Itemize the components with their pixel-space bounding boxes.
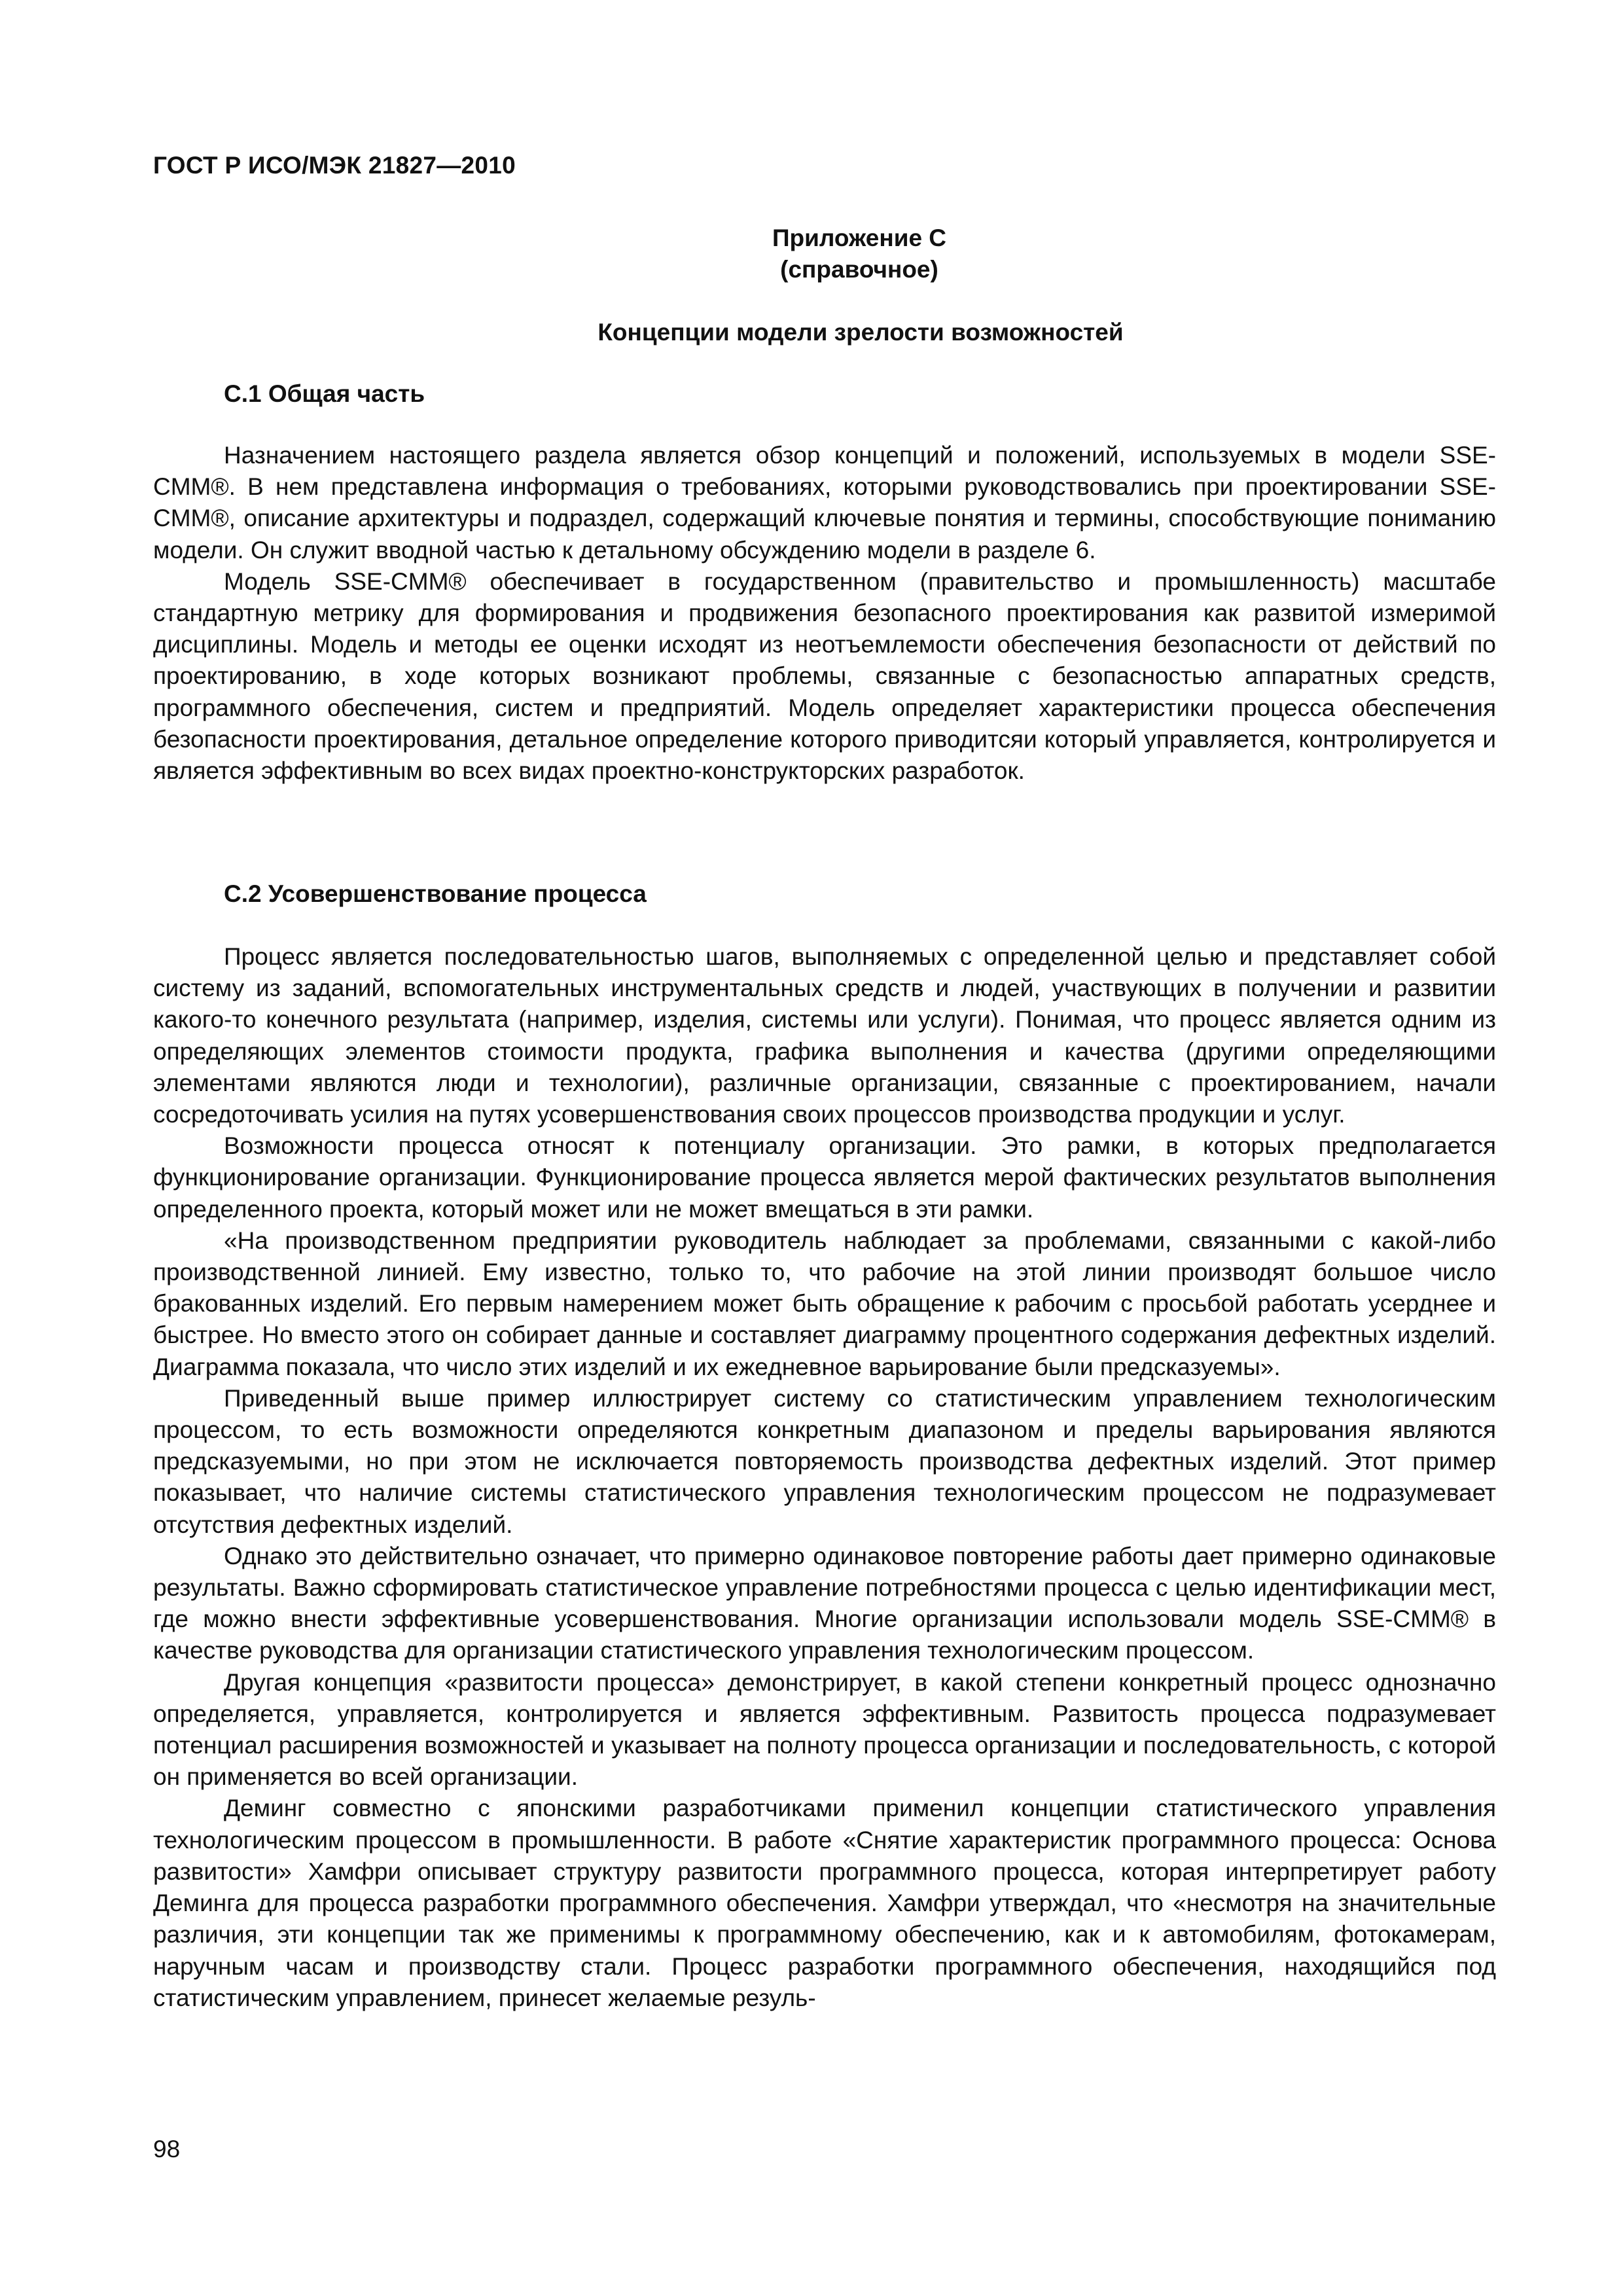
section-heading-c1: С.1 Общая часть: [224, 380, 425, 407]
page-number: 98: [153, 2136, 181, 2162]
appendix-title: Концепции модели зрелости возможностей: [597, 319, 1124, 346]
appendix-label: Приложение С: [772, 224, 947, 251]
appendix-kind: (справочное): [780, 256, 938, 283]
paragraph: Другая концепция «развитости процесса» демонстрирует, в какой степени конкретный процесс однозначно определяется, управляется, контролируется и является эффективным. Развитость процесса подразумевает потенциал расширения возможностей и указывает на полноту процесса организации и последовательность, с которой он применяется во всей организации.: [153, 1668, 1496, 1791]
paragraph: Приведенный выше пример иллюстрирует систему со статистическим управлением технологическим процессом, то есть возможности определяются конкретным диапазоном и пределы варьирования являются предсказуемыми, но при этом не исключается повторяемость производства дефектных изделий. Этот пример показывает, что наличие системы статистического управления технологическим процессом не подразумевает отсутствия дефектных изделий.: [153, 1384, 1496, 1538]
paragraph: Деминг совместно с японскими разработчиками применил концепции статистического управления технологическим процессом в промышленности. В работе «Снятие характеристик программного процесса: Основа развитости» Хамфри описывает структуру развитости программного процесса, которая интерпретирует работу Деминга для процесса разработки программного обеспечения. Хамфри утверждал, что «несмотря на значительные различия, эти концепции так же применимы к программному обеспечению, как и к автомобилям, фотокамерам, наручным часам и производству стали. Процесс разработки программного обеспечения, находящийся под статистическим управлением, принесет желаемые резуль-: [153, 1795, 1496, 2011]
appendix-heading: [0, 223, 1623, 285]
standard-header: ГОСТ Р ИСО/МЭК 21827—2010: [153, 152, 516, 179]
paragraph: Назначением настоящего раздела является обзор концепций и положений, используемых в модели SSE-CMM®. В нем представлена информация о требованиях, которыми руководствовались при проектировании SSE-CMM®, описание архитектуры и подраздел, содержащий ключевые понятия и термины, способствующие пониманию модели. Он служит вводной частью к детальному обсуждению модели в разделе 6.: [153, 442, 1496, 564]
paragraph: Процесс является последовательностью шагов, выполняемых с определенной целью и представляет собой систему из заданий, вспомогательных инструментальных средств и людей, участвующих в получении и развитии какого-то конечного результата (например, изделия, системы или услуги). Понимая, что процесс является одним из определяющих элементов стоимости продукта, графика выполнения и качества (другими определяющими элементами являются люди и технологии), различные организации, связанные с проектированием, начали сосредоточивать усилия на путях усовершенствования своих процессов производства продукции и услуг.: [153, 943, 1496, 1128]
paragraph: «На производственном предприятии руководитель наблюдает за проблемами, связанными с какой-либо производственной линией. Ему известно, только то, что рабочие на этой линии производят большое число бракованных изделий. Его первым намерением может быть обращение к рабочим с просьбой работать усерднее и быстрее. Но вместо этого он собирает данные и составляет диаграмму процентного содержания дефектных изделий. Диаграмма показала, что число этих изделий и их ежедневное варьирование были предсказуемы».: [153, 1227, 1496, 1380]
paragraph: Однако это действительно означает, что примерно одинаковое повторение работы дает примерно одинаковые результаты. Важно сформировать статистическое управление потребностями процесса с целью идентификации мест, где можно внести эффективные усовершенствования. Многие организации использовали модель SSE-CMM® в качестве руководства для организации статистического управления технологическим процессом.: [153, 1542, 1496, 1664]
paragraph: Возможности процесса относят к потенциалу организации. Это рамки, в которых предполагается функционирование организации. Функционирование процесса является мерой фактических результатов выполнения определенного проекта, который может или не может вмещаться в эти рамки.: [153, 1132, 1496, 1223]
section-c2-body: [153, 941, 1496, 2014]
section-c1-body: [153, 440, 1496, 787]
section-heading-c2: С.2 Усовершенствование процесса: [224, 880, 647, 907]
paragraph: Модель SSE-CMM® обеспечивает в государственном (правительство и промышленность) масштабе стандартную метрику для формирования и продвижения безопасного проектирования как развитой измеримой дисциплины. Модель и методы ее оценки исходят из неотъемлемости обеспечения безопасности от действий по проектированию, в ходе которых возникают проблемы, связанные с безопасностью аппаратных средств, программного обеспечения, систем и предприятий. Модель определяет характеристики процесса обеспечения безопасности проектирования, детальное определение которого приводитсяи который управляется, контролируется и является эффективным во всех видах проектно-конструкторских разработок.: [153, 567, 1496, 785]
